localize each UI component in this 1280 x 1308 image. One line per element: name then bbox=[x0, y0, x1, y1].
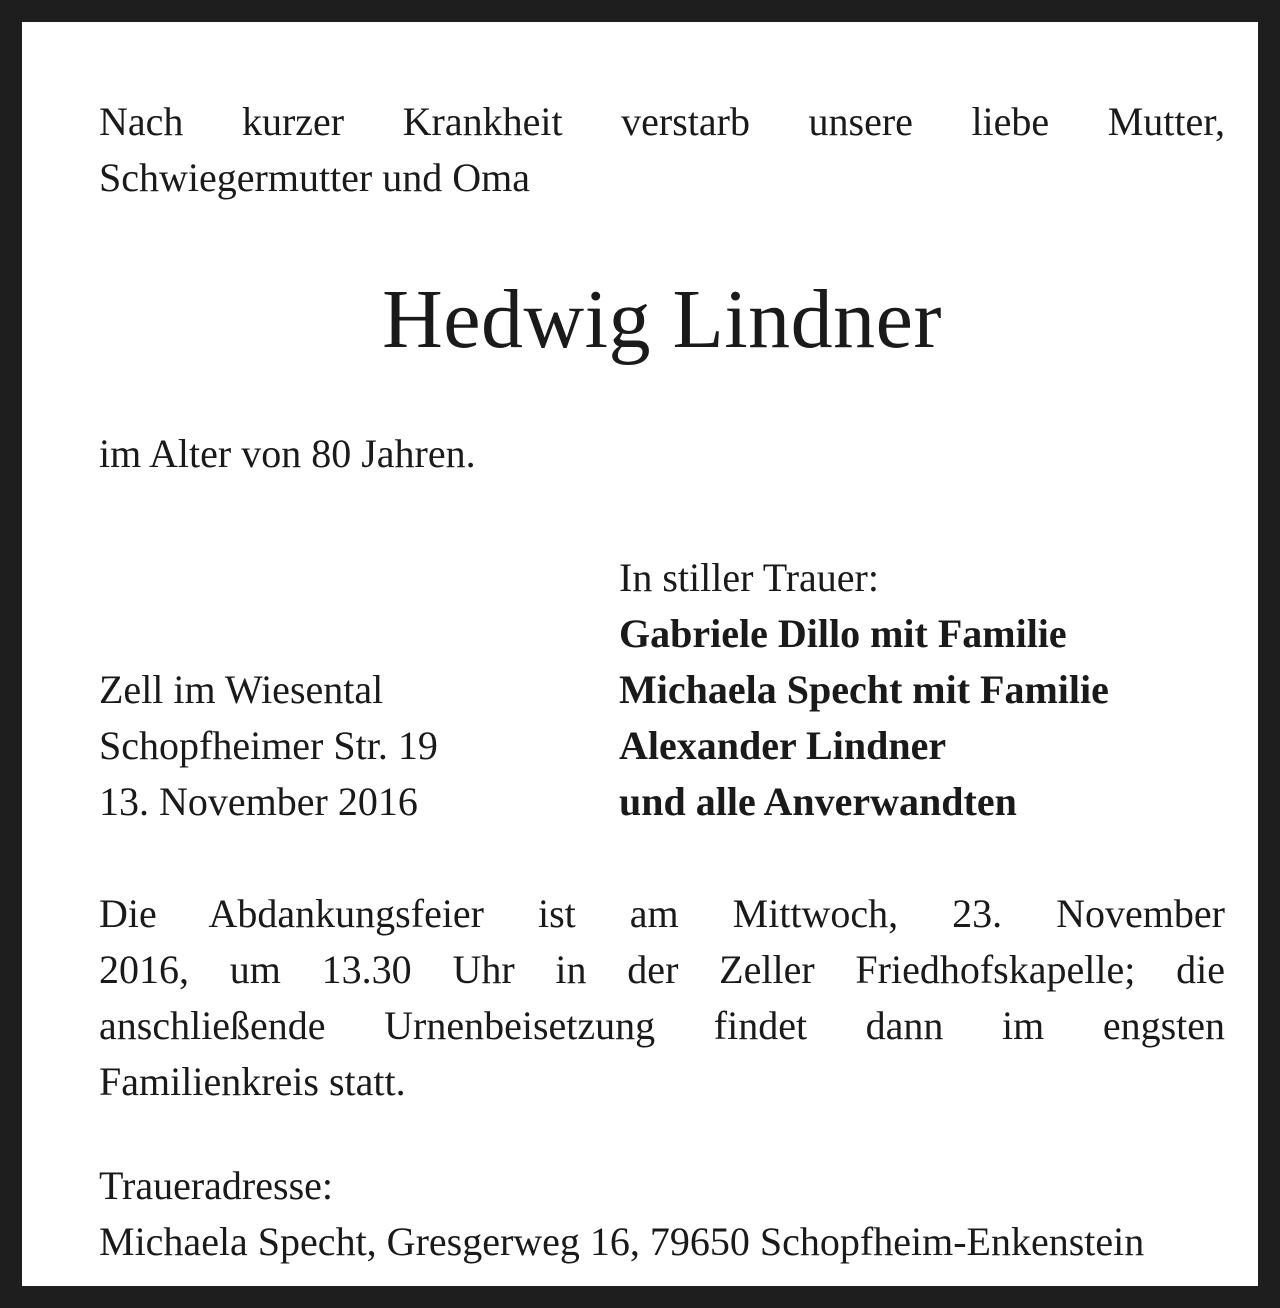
mourners-block bbox=[619, 550, 1109, 830]
ceremony-line-1: Die Abdankungsfeier ist am Mittwoch, 23. November bbox=[99, 891, 1225, 936]
mourner-name: Gabriele Dillo mit Familie bbox=[619, 611, 1067, 656]
mourner-name: und alle Anverwandten bbox=[619, 779, 1017, 824]
deceased-name: Hedwig Lindner bbox=[382, 273, 942, 366]
mourning-address-block bbox=[99, 1158, 1225, 1270]
ceremony-paragraph bbox=[99, 886, 1225, 1110]
age-line: im Alter von 80 Jahren. bbox=[99, 431, 476, 476]
ceremony-line-4: Familienkreis statt. bbox=[99, 1059, 406, 1104]
ceremony-line-2: 2016, um 13.30 Uhr in der Zeller Friedhofskapelle; die bbox=[99, 947, 1225, 992]
intro-paragraph bbox=[99, 94, 1225, 206]
mourner-name: Alexander Lindner bbox=[619, 723, 947, 768]
intro-line-1: Nach kurzer Krankheit verstarb unsere liebe Mutter, bbox=[99, 99, 1225, 144]
mourning-address-text: Michaela Specht, Gresgerweg 16, 79650 Schopfheim-Enkenstein bbox=[99, 1219, 1145, 1264]
mourner-name: Michaela Specht mit Familie bbox=[619, 667, 1109, 712]
mourning-address-label: Traueradresse: bbox=[99, 1163, 334, 1208]
location-town: Zell im Wiesental bbox=[99, 667, 384, 712]
intro-line-2: Schwiegermutter und Oma bbox=[99, 155, 530, 200]
age-paragraph bbox=[99, 426, 1225, 482]
location-date: 13. November 2016 bbox=[99, 779, 418, 824]
mourners-heading: In stiller Trauer: bbox=[619, 555, 879, 600]
ceremony-line-3: anschließende Urnenbeisetzung findet dann im engsten bbox=[99, 1003, 1225, 1048]
location-street: Schopfheimer Str. 19 bbox=[99, 723, 438, 768]
location-block bbox=[99, 662, 438, 830]
